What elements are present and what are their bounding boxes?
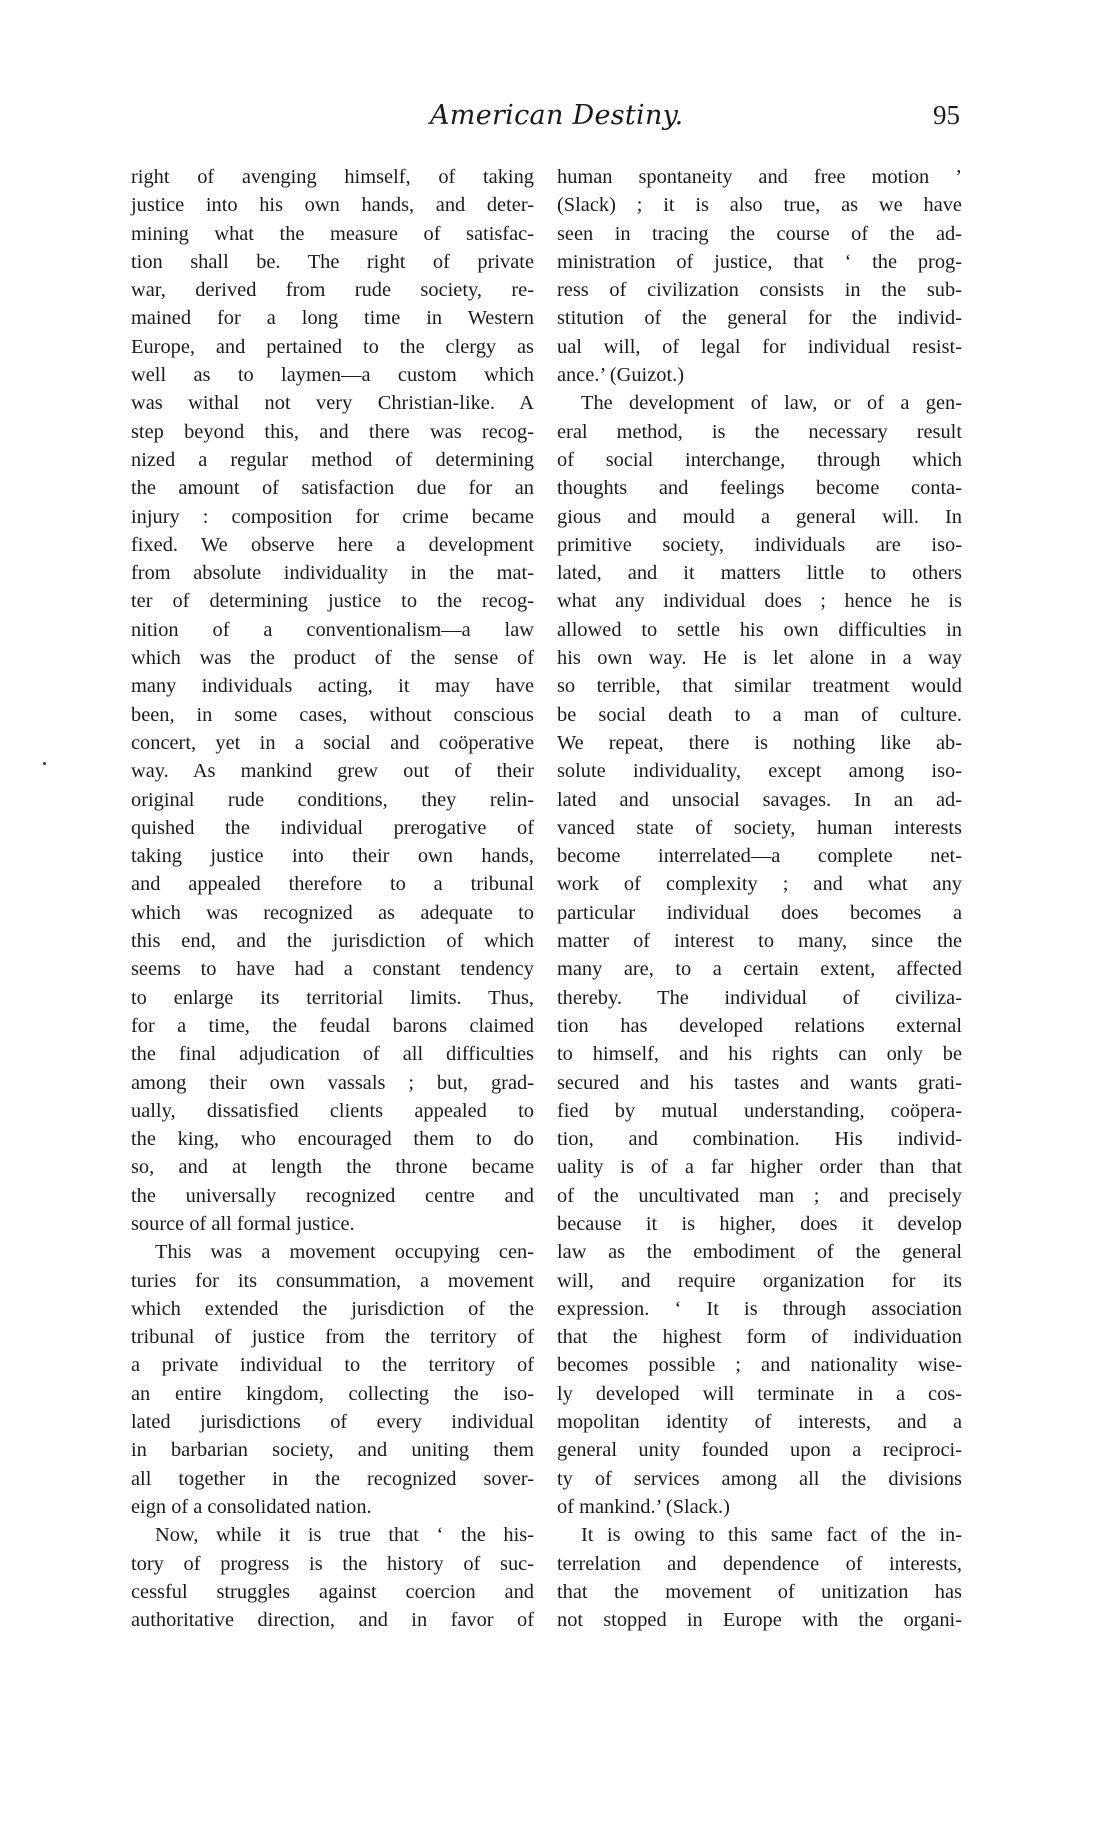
text-line: of social interchange, through which [557, 448, 962, 471]
text-line: concert, yet in a social and coöperative [131, 731, 534, 754]
text-line: because it is higher, does it develop [557, 1212, 962, 1235]
text-line: lated jurisdictions of every individual [131, 1411, 534, 1434]
text-line: ual will, of legal for individual resist- [557, 335, 962, 358]
text-line: tion has developed relations external [557, 1014, 962, 1037]
text-line: this end, and the jurisdiction of which [131, 930, 534, 953]
text-line: tion, and combination. His individ- [557, 1128, 962, 1151]
text-line: mained for a long time in Western [131, 307, 534, 330]
text-line: of mankind.’ (Slack.) [557, 1495, 730, 1518]
text-line: primitive society, individuals are iso- [557, 533, 962, 556]
text-line: not stopped in Europe with the organi- [557, 1609, 962, 1632]
text-line: so terrible, that similar treatment would [557, 675, 962, 698]
text-line: which was the product of the sense of [131, 647, 534, 670]
text-line: tion shall be. The right of private [131, 250, 534, 273]
text-line: seen in tracing the course of the ad- [557, 222, 962, 245]
text-line: nition of a conventionalism—a law [131, 618, 534, 641]
text-line: all together in the recognized sover- [131, 1467, 534, 1490]
text-line: This was a movement occupying cen- [155, 1241, 534, 1264]
text-line: to himself, and his rights can only be [557, 1043, 962, 1066]
text-line: ministration of justice, that ‘ the prog- [557, 250, 962, 273]
text-line: of the uncultivated man ; and precisely [557, 1184, 962, 1207]
text-line: right of avenging himself, of taking [131, 166, 534, 188]
text-line: well as to laymen—a custom which [131, 364, 534, 387]
text-line: Europe, and pertained to the clergy as [131, 335, 534, 358]
text-line: general unity founded upon a reciproci- [557, 1439, 962, 1462]
text-line: ress of civilization consists in the sub- [557, 279, 962, 302]
text-line: seems to have had a constant tendency [131, 958, 534, 981]
text-line: secured and his tastes and wants grati- [557, 1071, 962, 1094]
text-line: uality is of a far higher order than that [557, 1156, 962, 1179]
text-line: injury : composition for crime became [131, 505, 534, 528]
text-line: terrelation and dependence of interests, [557, 1552, 962, 1575]
left-column [131, 163, 534, 1634]
text-line: lated and unsocial savages. In an ad- [557, 788, 962, 811]
running-head [0, 100, 1120, 140]
text-line: lated, and it matters little to others [557, 562, 962, 585]
text-line: mining what the measure of satisfac- [131, 222, 534, 245]
text-line: stitution of the general for the individ- [557, 307, 962, 330]
text-line: (Slack) ; it is also true, as we have [557, 194, 962, 217]
text-line: nized a regular method of determining [131, 448, 534, 471]
text-line: particular individual does becomes a [557, 901, 962, 924]
scan-speck [43, 762, 46, 765]
text-line: step beyond this, and there was recog- [131, 420, 534, 443]
text-line: been, in some cases, without conscious [131, 703, 534, 726]
text-line: solute individuality, except among iso- [557, 760, 962, 783]
text-line: thoughts and feelings become conta- [557, 477, 962, 500]
text-line: the universally recognized centre and [131, 1184, 534, 1207]
text-line: ter of determining justice to the recog- [131, 590, 534, 613]
text-line: from absolute individuality in the mat- [131, 562, 534, 585]
text-line: eral method, is the necessary result [557, 420, 962, 443]
text-line: vanced state of society, human interests [557, 816, 962, 839]
text-line: source of all formal justice. [131, 1212, 355, 1235]
text-line: matter of interest to many, since the [557, 930, 962, 953]
text-line: that the movement of unitization has [557, 1580, 962, 1603]
text-line: the king, who encouraged them to do [131, 1128, 534, 1151]
right-column [557, 163, 962, 1634]
text-line: authoritative direction, and in favor of [131, 1609, 534, 1632]
text-line: eign of a consolidated nation. [131, 1495, 372, 1518]
text-line: becomes possible ; and nationality wise- [557, 1354, 962, 1377]
text-line: expression. ‘ It is through association [557, 1297, 962, 1320]
text-line: become interrelated—a complete net- [557, 845, 962, 868]
text-line: the final adjudication of all difficulties [131, 1043, 534, 1066]
text-line: mopolitan identity of interests, and a [557, 1411, 962, 1434]
text-line: be social death to a man of culture. [557, 703, 962, 726]
text-line: the amount of satisfaction due for an [131, 477, 534, 500]
page-number: 95 [933, 100, 960, 130]
text-line: We repeat, there is nothing like ab- [557, 731, 962, 754]
text-line: law as the embodiment of the general [557, 1241, 962, 1264]
text-line: quished the individual prerogative of [131, 816, 534, 839]
text-line: for a time, the feudal barons claimed [131, 1014, 534, 1037]
text-line: tribunal of justice from the territory of [131, 1326, 534, 1349]
text-line: war, derived from rude society, re- [131, 279, 534, 302]
text-line: so, and at length the throne became [131, 1156, 534, 1179]
text-line: taking justice into their own hands, [131, 845, 534, 868]
text-line: way. As mankind grew out of their [131, 760, 534, 783]
text-line: an entire kingdom, collecting the iso- [131, 1382, 534, 1405]
text-line: It is owing to this same fact of the in- [581, 1524, 962, 1547]
text-line: tory of progress is the history of suc- [131, 1552, 534, 1575]
text-line: which was recognized as adequate to [131, 901, 534, 924]
text-line: thereby. The individual of civiliza- [557, 986, 962, 1009]
text-line: to enlarge its territorial limits. Thus, [131, 986, 534, 1009]
text-line: ty of services among all the divisions [557, 1467, 962, 1490]
running-title: American Destiny. [430, 100, 684, 131]
text-line: was withal not very Christian-like. A [131, 392, 534, 415]
text-line: human spontaneity and free motion ’ [557, 166, 962, 188]
text-line: which extended the jurisdiction of the [131, 1297, 534, 1320]
text-line: original rude conditions, they relin- [131, 788, 534, 811]
text-line: ance.’ (Guizot.) [557, 364, 684, 387]
text-line: his own way. He is let alone in a way [557, 647, 962, 670]
text-line: fied by mutual understanding, coöpera- [557, 1099, 962, 1122]
text-line: The development of law, or of a gen- [581, 392, 962, 415]
text-line: and appealed therefore to a tribunal [131, 873, 534, 896]
text-line: allowed to settle his own difficulties in [557, 618, 962, 641]
text-line: ly developed will terminate in a cos- [557, 1382, 962, 1405]
text-line: justice into his own hands, and deter- [131, 194, 534, 217]
text-line: will, and require organization for its [557, 1269, 962, 1292]
text-line: among their own vassals ; but, grad- [131, 1071, 534, 1094]
text-line: Now, while it is true that ‘ the his- [155, 1524, 534, 1547]
text-line: gious and mould a general will. In [557, 505, 962, 528]
text-line: that the highest form of individuation [557, 1326, 962, 1349]
text-line: many individuals acting, it may have [131, 675, 534, 698]
text-line: turies for its consummation, a movement [131, 1269, 534, 1292]
text-line: many are, to a certain extent, affected [557, 958, 962, 981]
text-line: ually, dissatisfied clients appealed to [131, 1099, 534, 1122]
text-line: cessful struggles against coercion and [131, 1580, 534, 1603]
text-line: work of complexity ; and what any [557, 873, 962, 896]
text-line: in barbarian society, and uniting them [131, 1439, 534, 1462]
text-line: what any individual does ; hence he is [557, 590, 962, 613]
text-line: a private individual to the territory of [131, 1354, 534, 1377]
text-line: fixed. We observe here a development [131, 533, 534, 556]
